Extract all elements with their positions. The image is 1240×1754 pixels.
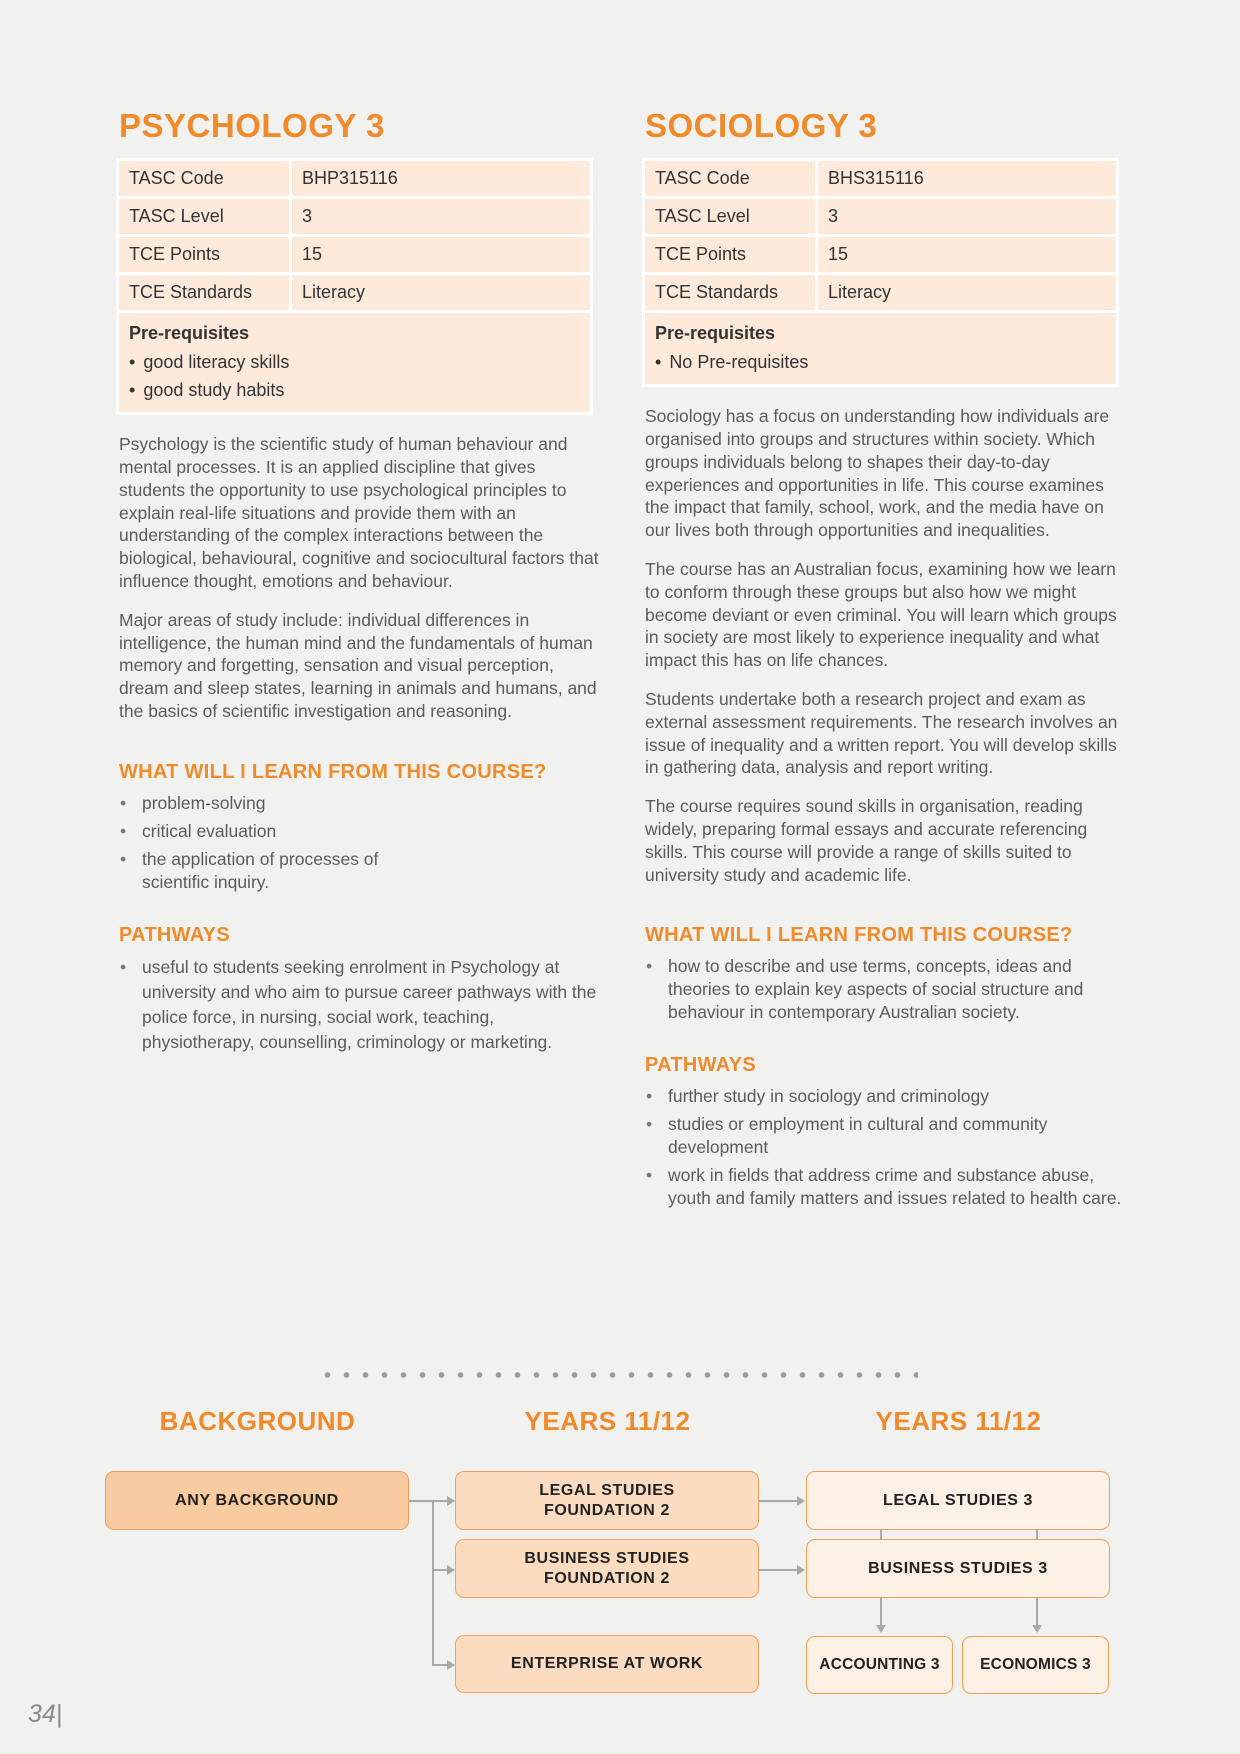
prereq-list (655, 348, 1106, 376)
page-number: 34| (28, 1700, 63, 1728)
list-item: • studies or employment in cultural and community development (645, 1113, 1125, 1159)
learn-list (119, 792, 599, 894)
prereq-row (119, 313, 590, 412)
flow-box-business-studies-3: BUSINESS STUDIES 3 (806, 1539, 1110, 1598)
flow-box-accounting-3: ACCOUNTING 3 (806, 1636, 953, 1694)
row-value: Literacy (818, 275, 1116, 310)
list-item: • good literacy skills (129, 348, 580, 376)
prereq-list (129, 348, 580, 404)
pathways-heading: PATHWAYS (645, 1054, 756, 1077)
course-description: The course has an Australian focus, examining how we learn to conform through these groups but also how we might become deviant or even criminal. You will learn which groups in society are most likely to experience inequality and what impact this has on life chances. (645, 559, 1117, 671)
row-value: 3 (292, 199, 590, 234)
prereq-title: Pre-requisites (655, 323, 776, 344)
table-row (645, 275, 1116, 310)
list-item: • No Pre-requisites (655, 348, 1106, 376)
row-label: TCE Points (645, 237, 815, 272)
dotted-divider (318, 1372, 918, 1378)
arrow-right-icon (797, 1496, 805, 1506)
psychology-title: PSYCHOLOGY 3 (119, 107, 385, 144)
learn-heading: WHAT WILL I LEARN FROM THIS COURSE? (645, 924, 1073, 947)
prereq-title: Pre-requisites (129, 323, 250, 344)
flow-heading-years-1: YEARS 11/12 (524, 1406, 691, 1436)
sociology-title: SOCIOLOGY 3 (645, 107, 878, 144)
row-label: TCE Points (119, 237, 289, 272)
pathways-heading: PATHWAYS (119, 923, 230, 946)
row-value: Literacy (292, 275, 590, 310)
course-description: Psychology is the scientific study of human behaviour and mental processes. It is an applied discipline that gives students the opportunity to use psychological principles to explain real-life situations and provide them with an understanding of the complex interactions between the biological, behavioural, cognitive and sociocultural factors that influence thought, emotions and behaviour. (119, 434, 599, 592)
pathways-list (119, 955, 599, 1055)
sociology-info-table (642, 158, 1119, 387)
table-row (645, 161, 1116, 196)
row-label: TCE Standards (645, 275, 815, 310)
arrow-right-icon (447, 1565, 455, 1575)
flow-box-legal-studies-foundation: LEGAL STUDIES FOUNDATION 2 (455, 1471, 759, 1530)
arrow-right-icon (447, 1496, 455, 1506)
connector-line (880, 1597, 882, 1627)
learn-list (645, 955, 1125, 1024)
table-row (645, 199, 1116, 234)
arrow-right-icon (447, 1660, 455, 1670)
table-row (119, 275, 590, 310)
list-item: • problem-solving (119, 792, 599, 815)
connector-line (409, 1500, 432, 1502)
prereq-cell (645, 313, 1116, 384)
list-item: • how to describe and use terms, concepts, ideas and theories to explain key aspects of social structure and behaviour in contemporary Australian society. (645, 955, 1125, 1024)
row-label: TASC Level (645, 199, 815, 234)
row-label: TASC Code (645, 161, 815, 196)
row-label: TCE Standards (119, 275, 289, 310)
list-item: • useful to students seeking enrolment in Psychology at university and who aim to pursue career pathways with the police force, in nursing, social work, teaching, physiotherapy, counselling, criminology or marketing. (119, 955, 599, 1055)
row-label: TASC Level (119, 199, 289, 234)
course-description: The course requires sound skills in organisation, reading widely, preparing formal essays and accurate referencing skills. This course will provide a range of skills suited to university study and academic life. (645, 796, 1088, 885)
connector-line (759, 1500, 801, 1502)
sociology-column (645, 108, 1125, 1215)
pathways-list (645, 1085, 1125, 1210)
table-row (119, 237, 590, 272)
flow-box-any-background: ANY BACKGROUND (105, 1471, 409, 1530)
list-item: • the application of processes of scientific inquiry. (119, 848, 599, 894)
flow-box-economics-3: ECONOMICS 3 (962, 1636, 1109, 1694)
table-row (645, 237, 1116, 272)
course-description: Sociology has a focus on understanding how individuals are organised into groups and structures within society. Which groups individuals belong to shapes their day-to-day experiences and opportunities in life. This course examines the impact that family, school, work, and the media have on our lives both through opportunities and inequalities. (645, 406, 1110, 541)
row-value: BHP315116 (292, 161, 590, 196)
row-value: 15 (818, 237, 1116, 272)
course-description: Major areas of study include: individual differences in intelligence, the human mind and the fundamentals of human memory and forgetting, sensation and visual perception, dream and sleep states, learning in animals and humans, and the basics of scientific investigation and reasoning. (119, 609, 597, 722)
psychology-info-table (116, 158, 593, 415)
arrow-down-icon (1032, 1625, 1042, 1633)
row-value: BHS315116 (818, 161, 1116, 196)
arrow-right-icon (797, 1565, 805, 1575)
flow-box-legal-studies-3: LEGAL STUDIES 3 (806, 1471, 1110, 1530)
connector-line (759, 1569, 801, 1571)
prereq-cell (119, 313, 590, 412)
list-item: • good study habits (129, 376, 580, 404)
flow-heading-background: BACKGROUND (159, 1406, 356, 1436)
row-label: TASC Code (119, 161, 289, 196)
row-value: 15 (292, 237, 590, 272)
row-value: 3 (818, 199, 1116, 234)
prereq-row (645, 313, 1116, 384)
list-item: • critical evaluation (119, 820, 599, 843)
flow-heading-years-2: YEARS 11/12 (875, 1406, 1042, 1436)
connector-line (1036, 1597, 1038, 1627)
list-item: • work in fields that address crime and substance abuse, youth and family matters and issues related to health care. (645, 1164, 1125, 1210)
table-row (119, 199, 590, 234)
flow-box-business-studies-foundation: BUSINESS STUDIES FOUNDATION 2 (455, 1539, 759, 1598)
table-row (119, 161, 590, 196)
list-item: • further study in sociology and criminology (645, 1085, 1125, 1108)
arrow-down-icon (876, 1625, 886, 1633)
flow-box-enterprise-at-work: ENTERPRISE AT WORK (455, 1635, 759, 1693)
course-description: Students undertake both a research project and exam as external assessment requirements. The research involves an issue of inequality and a written report. You will develop skills in gathering data, analysis and report writing. (645, 689, 1118, 778)
learn-heading: WHAT WILL I LEARN FROM THIS COURSE? (119, 760, 547, 783)
connector-line (432, 1500, 434, 1664)
psychology-column (119, 108, 599, 1060)
